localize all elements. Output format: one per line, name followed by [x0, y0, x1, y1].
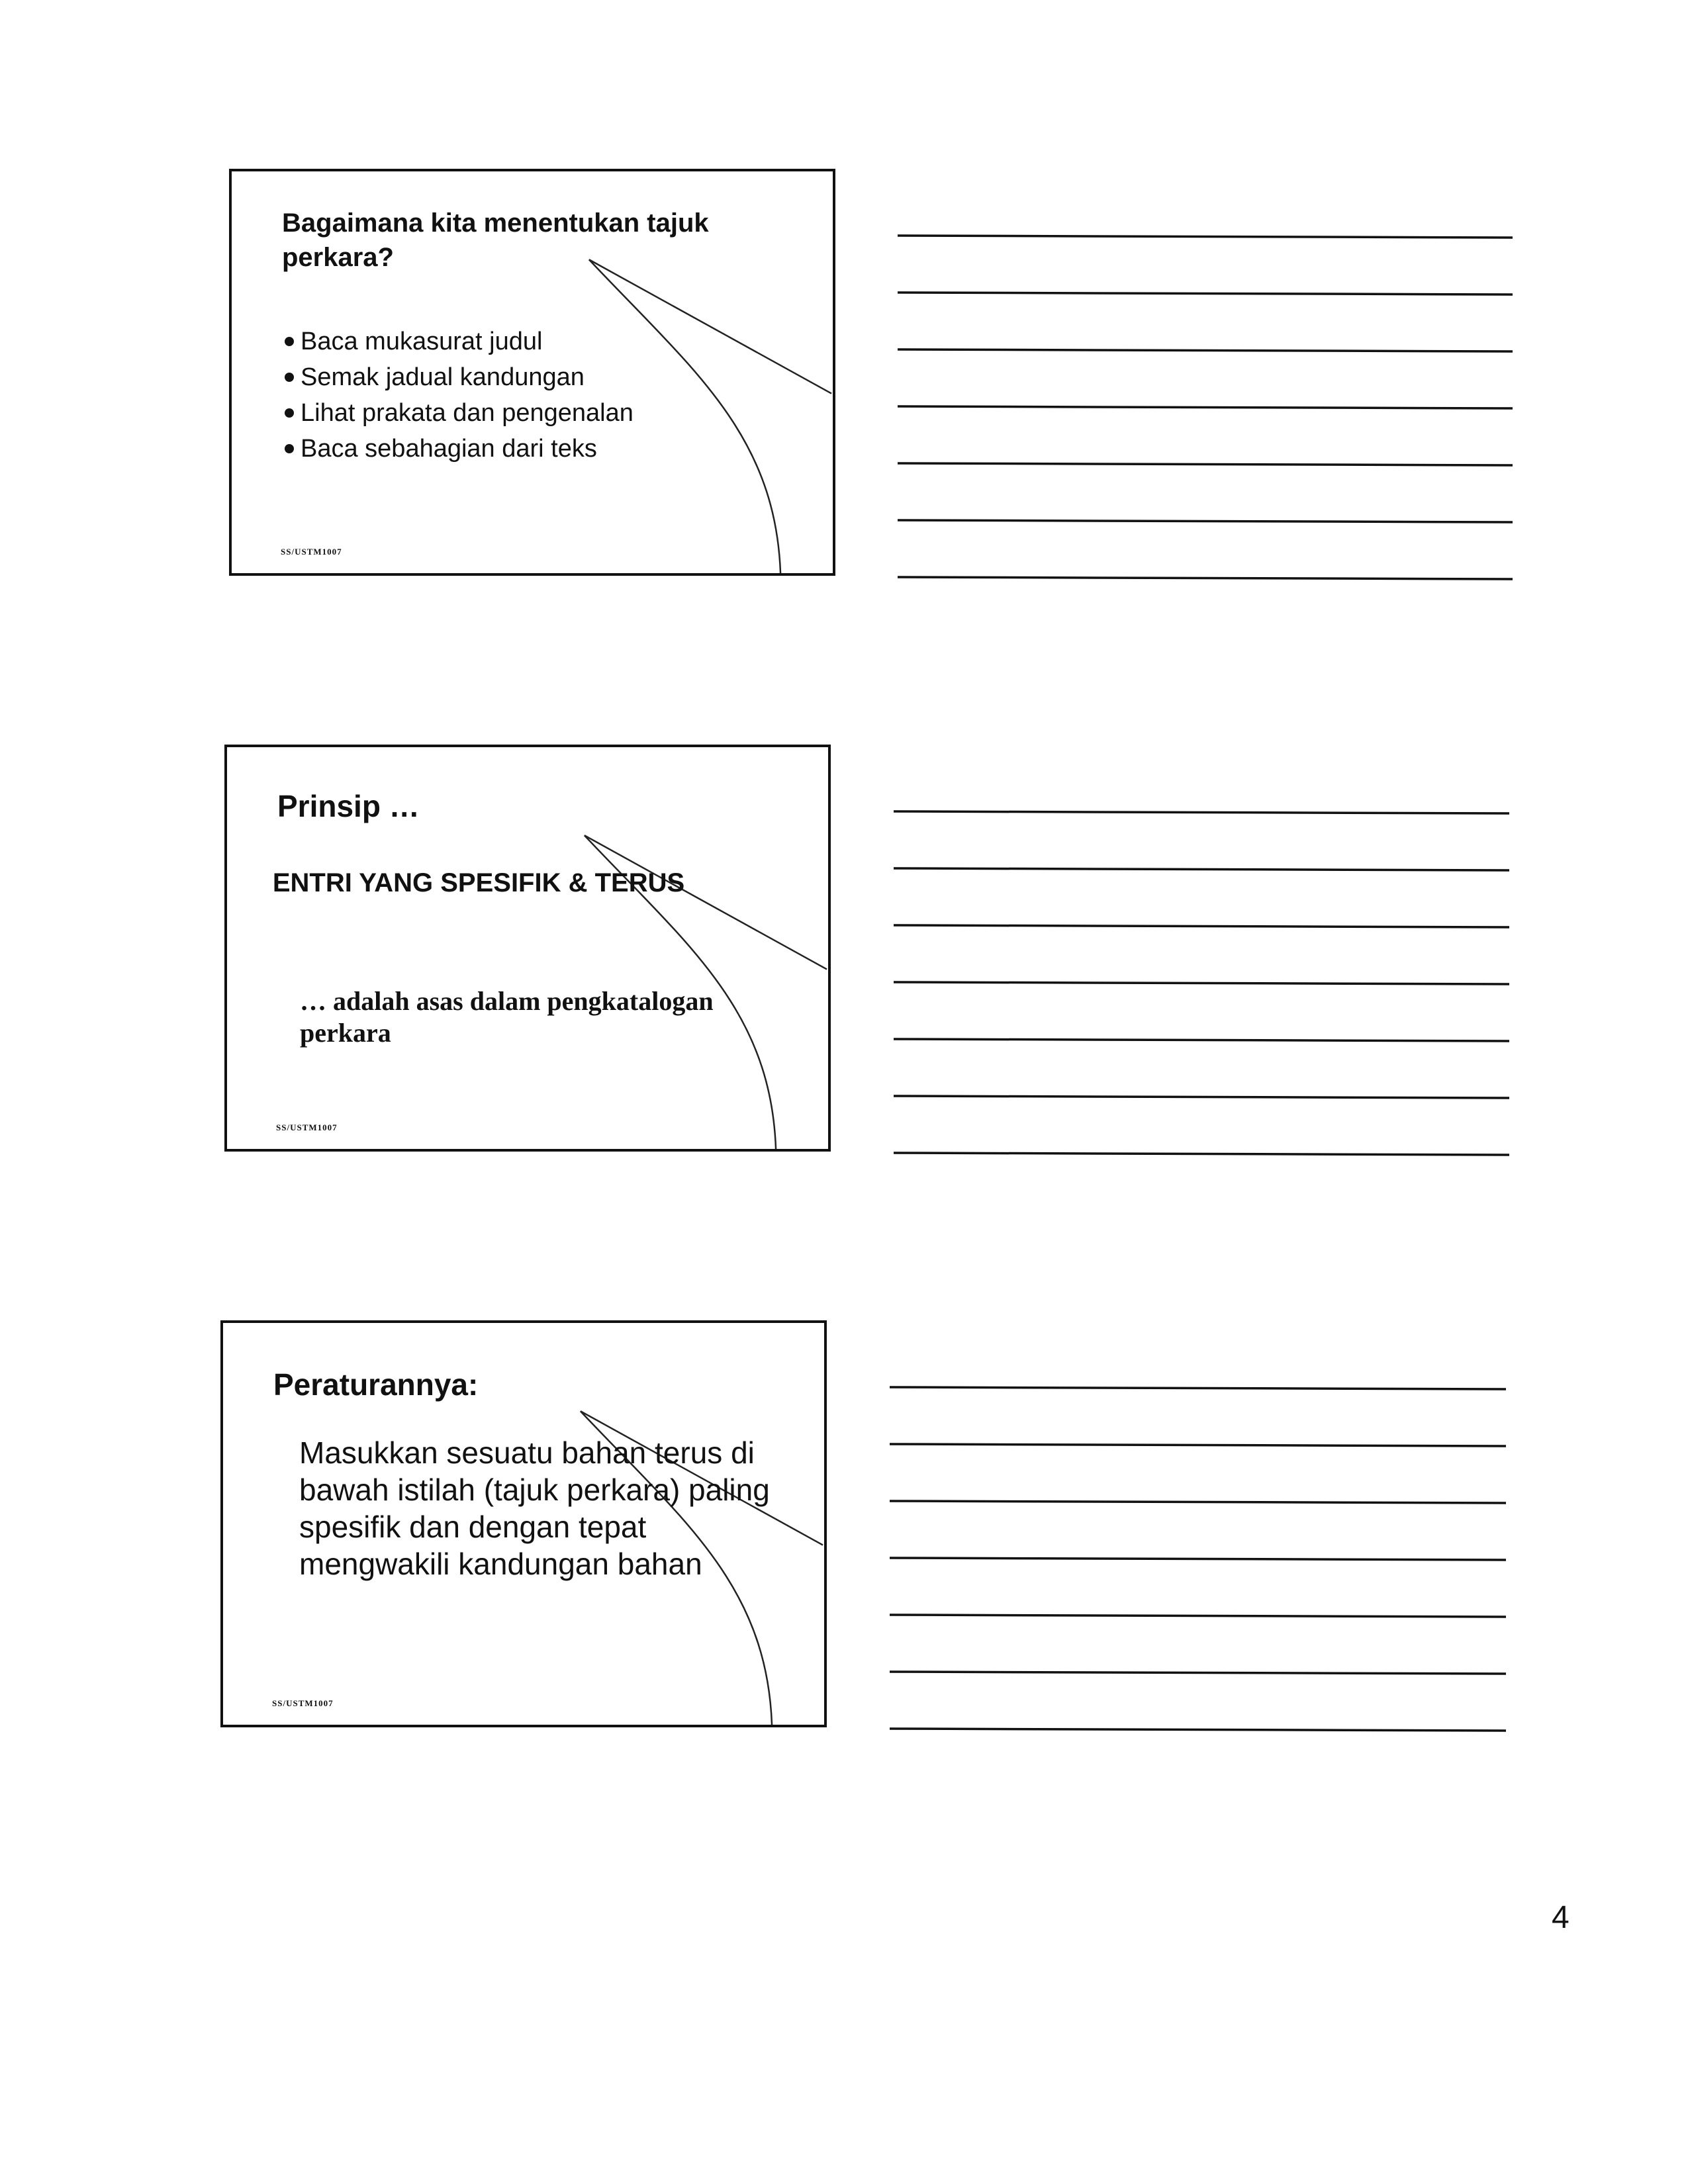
bullet-text: Semak jadual kandungan — [301, 363, 585, 391]
slide-3-body: Masukkan sesuatu bahan terus di bawah istilah (tajuk perkara) paling spesifik dan dengan tepat mengwakili kandungan bahan — [299, 1435, 770, 1581]
note-lines-group-1 — [898, 236, 1513, 579]
list-item — [282, 395, 633, 431]
slide-3-title: Peraturannya: — [273, 1367, 479, 1402]
slide-2-body: … adalah asas dalam pengkatalogan perkara — [300, 986, 714, 1048]
bullet-text: Lihat prakata dan pengenalan — [301, 399, 633, 427]
slide-2-title: Prinsip … — [277, 789, 420, 823]
slide-3 — [220, 1320, 827, 1727]
note-lines-group-3 — [890, 1387, 1506, 1731]
note-lines-group-2 — [894, 811, 1509, 1155]
bullet-dot-icon — [285, 373, 294, 382]
page-number: 4 — [1552, 1900, 1570, 1935]
list-item — [282, 359, 633, 395]
slide-1 — [229, 169, 835, 576]
slide-2 — [224, 745, 831, 1152]
slide-2-footer: SS/USTM1007 — [276, 1122, 338, 1132]
slide-2-center-text: ENTRI YANG SPESIFIK & TERUS — [272, 868, 685, 897]
slide-3-footer: SS/USTM1007 — [272, 1698, 334, 1708]
slide-1-bullet-list — [282, 324, 633, 467]
bullet-dot-icon — [285, 408, 294, 418]
slide-1-footer: SS/USTM1007 — [281, 547, 342, 557]
list-item — [282, 324, 633, 359]
slide-1-title: Bagaimana kita menentukan tajuk perkara? — [282, 208, 709, 272]
bullet-text: Baca mukasurat judul — [301, 328, 543, 355]
bullet-dot-icon — [285, 444, 294, 453]
bullet-text: Baca sebahagian dari teks — [301, 435, 597, 463]
bullet-dot-icon — [285, 337, 294, 346]
list-item — [282, 431, 633, 467]
